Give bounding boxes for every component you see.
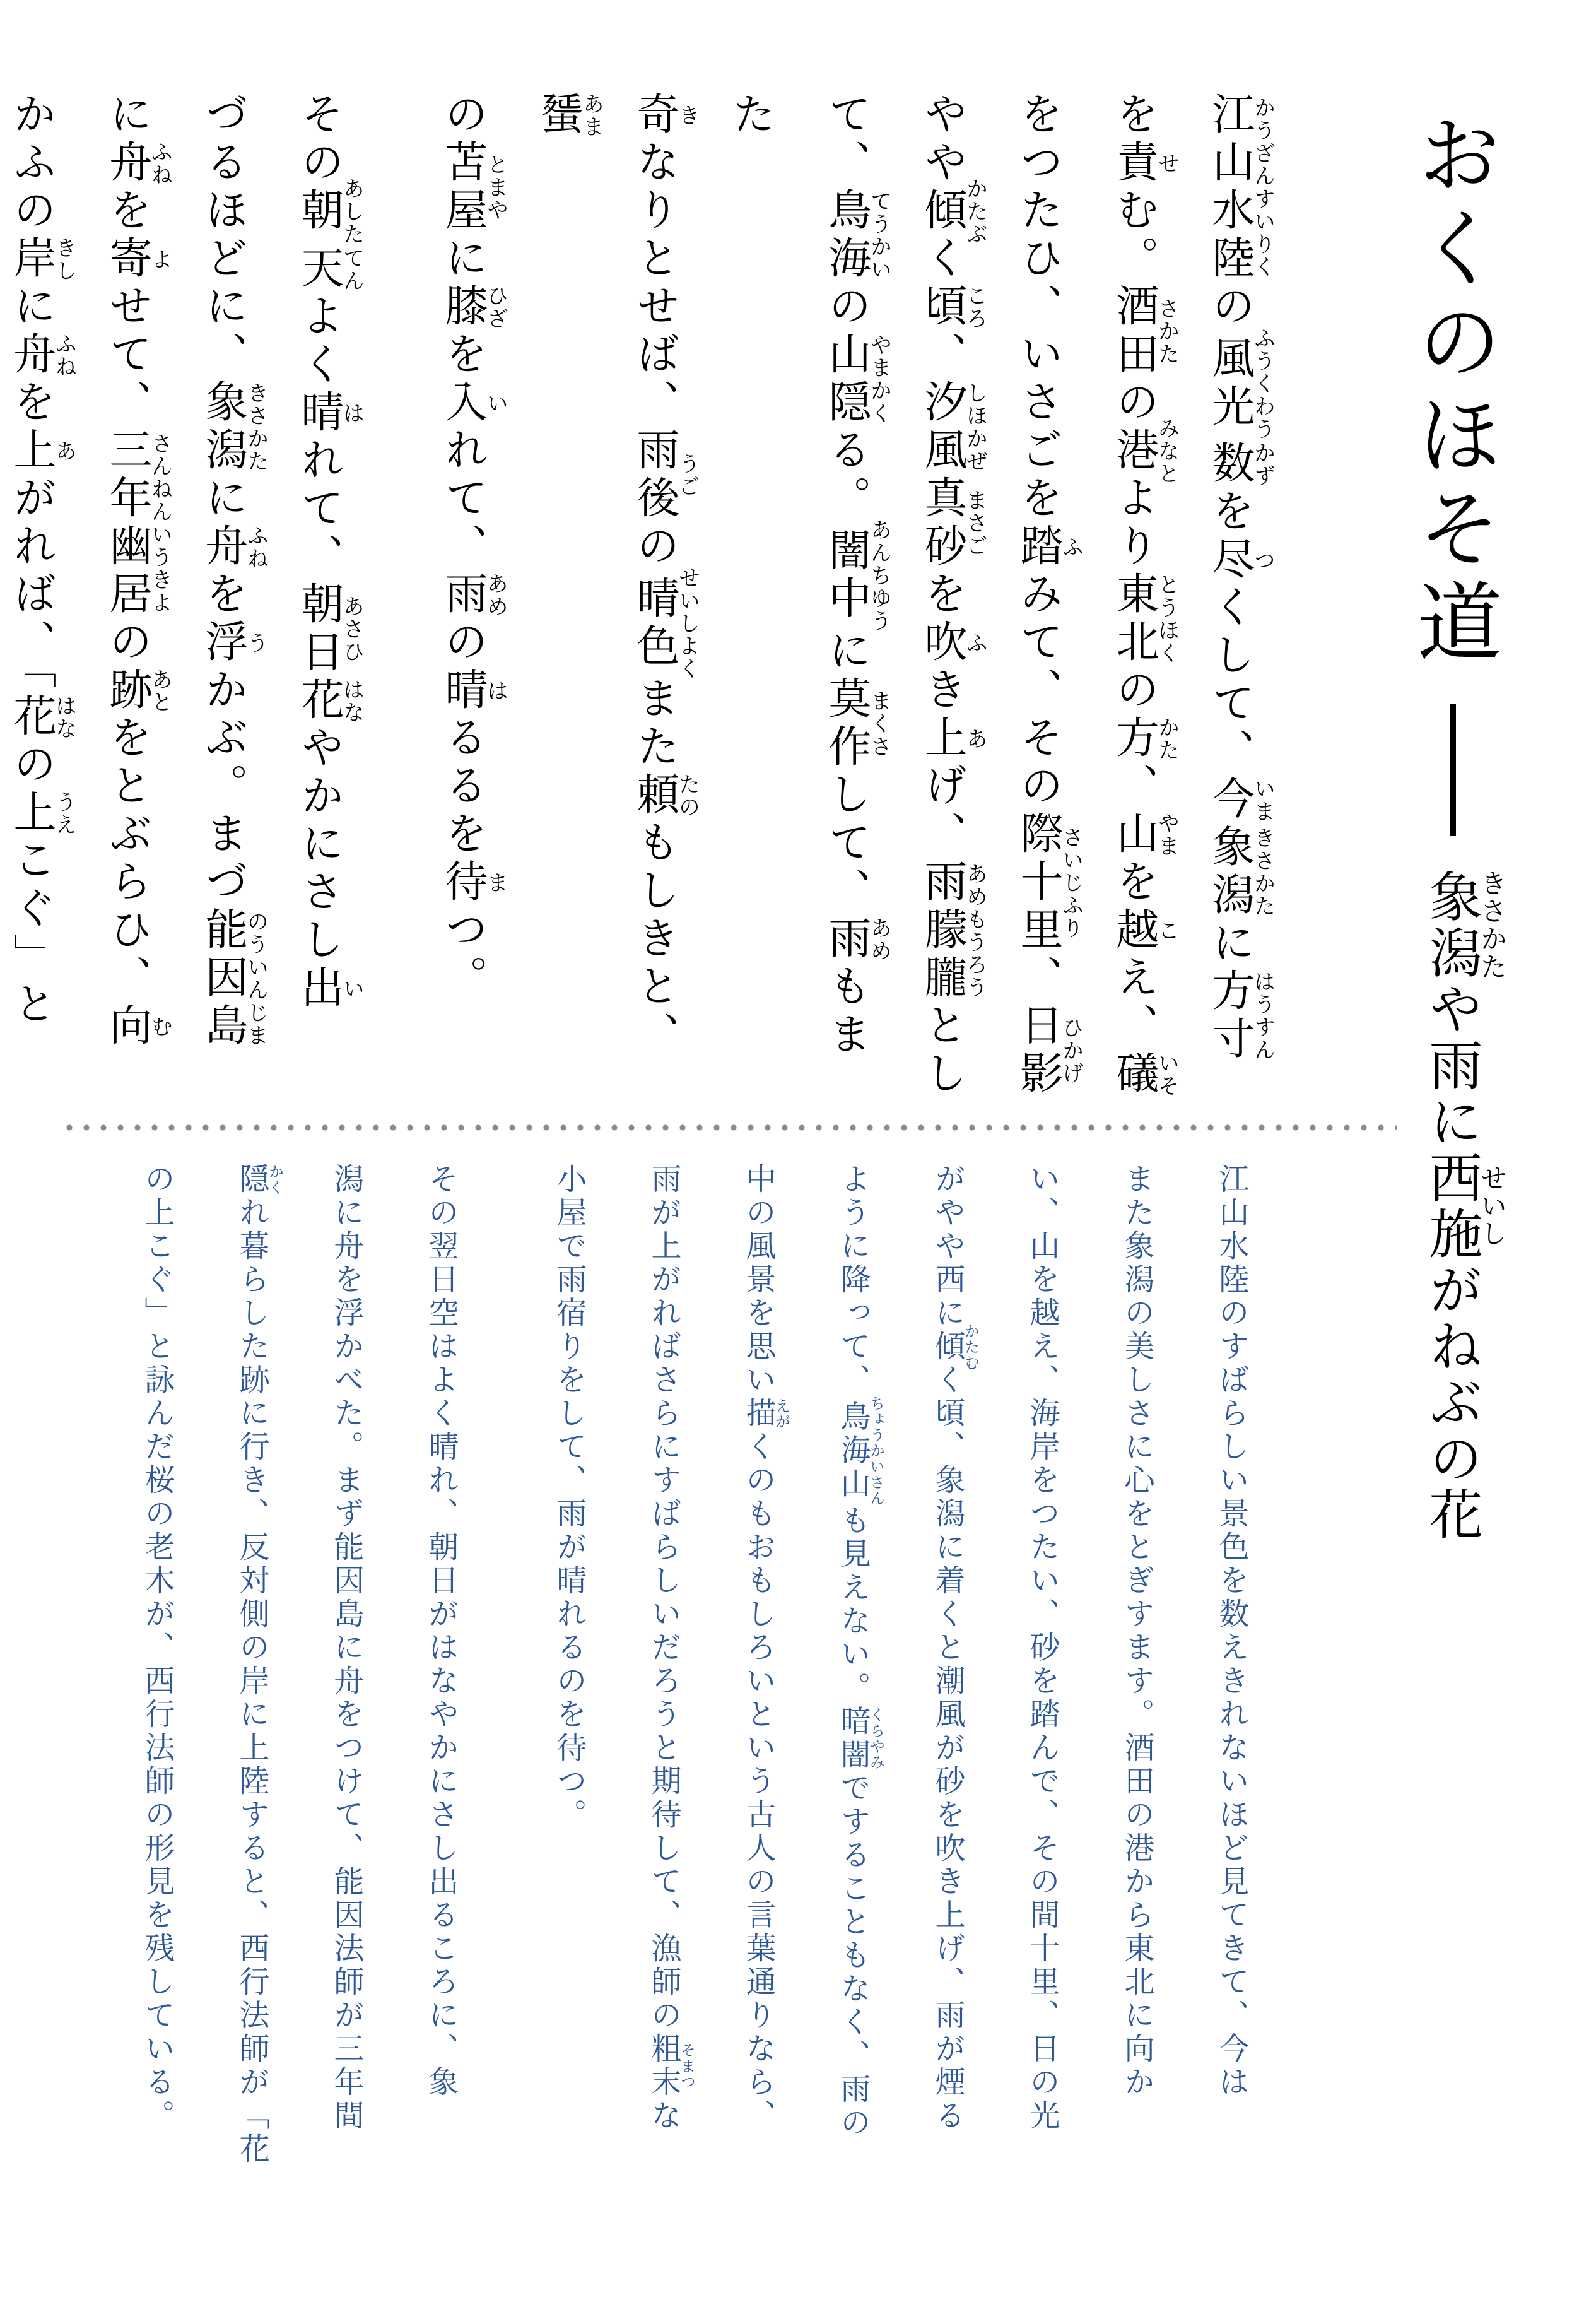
translation-text-column-1: 江山水陸のすばらしい景色を数えきれないほど見てきて、今は [1214, 1163, 1248, 2099]
original-text-column-7: の苫屋とまやに膝ひざを入いれて、雨あめの晴はるるを待まつ。 [439, 91, 507, 1003]
translation-text-column-5: ように降って、鳥海山ちょうかいさんも見えない。暗闇くらやみですることもなく、雨の [836, 1163, 884, 2140]
translation-text-column-10: 潟に舟を浮かべた。まず能因島に舟をつけて、能因法師が三年間 [329, 1163, 363, 2133]
translation-text-column-3: い、山を越え、海岸をつたい、砂を踏んで、その間十里、日の光 [1025, 1163, 1059, 2133]
original-text-column-2: を責せむ。酒田さかたの港みなとより東北とうほくの方かた、山やまを越こえ、礒いそ [1110, 91, 1178, 1099]
subtitle-haiku: 象潟きさかたや雨に西施せいしがねぶの花 [1421, 869, 1506, 1543]
original-text-column-11: かふの岸きしに舟ふねを上あがれば、「花はなの上うえこぐ」と [8, 91, 76, 1029]
original-text-column-3: をつたひ、いさごを踏ふみて、その際十里さいじふり、日影ひかげ [1014, 91, 1083, 1099]
translation-text-column-4: がやや西に傾かたむく頃、象潟に着くと潮風が砂を吹き上げ、雨が煙る [930, 1163, 978, 2133]
title-dash [1450, 704, 1456, 836]
original-text-column-5: て、鳥海てうかいの山隠やまかくる。闇中あんちゆうに莫作まくさして、雨あめもまた [727, 91, 891, 1059]
translation-text-column-9: その翌日空はよく晴れ、朝日がはなやかにさし出るころに、象 [424, 1163, 457, 2099]
original-text-column-6: 奇きなりとせば、雨後うごの晴色せいしよくまた頼たのもしきと、蜑あま [535, 91, 699, 1059]
original-text-column-1: 江山水陸かうざんすいりくの風光ふうくわう数かずを尽つくして、今いま象潟きさかたに方寸はうすん [1206, 91, 1274, 1064]
translation-text-column-2: また象潟の美しさに心をとぎすます。酒田の港から東北に向か [1120, 1163, 1153, 2099]
original-text-column-8: その朝あした天てんよく晴はれて、朝日あさひ花はなやかにさし出い [295, 91, 363, 1013]
page-title: おくのほそ道 [1404, 110, 1498, 671]
title-column [1391, 110, 1511, 1637]
translation-text-column-6: 中の風景を思い描えがくのもおもしろいという古人の言葉通りなら、 [741, 1163, 789, 2133]
title-line [1391, 110, 1511, 1637]
original-text-column-9: づるほどに、象潟きさかたに舟ふねを浮うかぶ。まづ能因島のういんじま [199, 91, 267, 1051]
translation-text-column-11: 隠かくれ暮らした跡に行き、反対側の岸に上陸すると、西行法師が「花 [235, 1163, 283, 2166]
translation-text-column-8: 小屋で雨宿りをして、雨が晴れるのを待つ。 [552, 1163, 585, 1832]
translation-text-block [109, 1163, 1278, 2173]
original-text-column-10: に舟ふねを寄よせて、三年幽居さんねんいうきよの跡あとをとぶらひ、向む [103, 91, 172, 1051]
dotted-divider [66, 1124, 1397, 1131]
translation-text-column-7: 雨が上がればさらにすばらしいだろうと期待して、漁師の粗末そまつな [647, 1163, 695, 2133]
original-text-block [0, 91, 1278, 1101]
original-text-column-4: やや傾かたぶく頃ころ、汐風しほかぜ真砂まさごを吹ふき上あげ、雨朦朧あめもうろうとし [918, 91, 987, 1099]
translation-text-column-12: の上こぐ」と詠んだ桜の老木が、西行法師の形見を残している。 [140, 1163, 173, 2133]
